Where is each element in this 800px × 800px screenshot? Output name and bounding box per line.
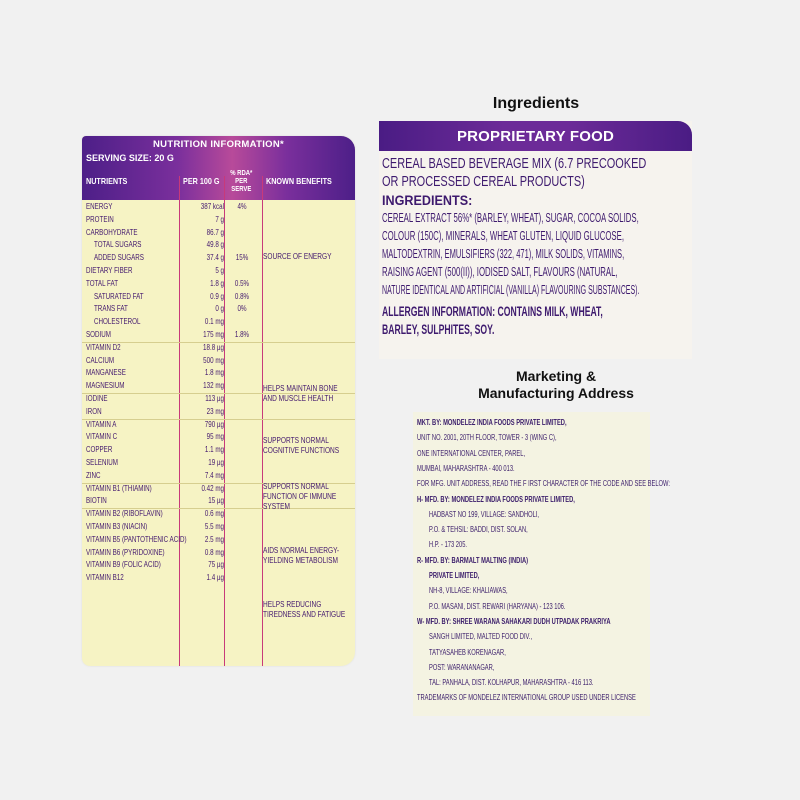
nutrient-value: 49.8 g <box>206 240 224 250</box>
nutrient-name: MAGNESIUM <box>86 381 125 391</box>
nutrient-value: 0.8 mg <box>204 547 224 557</box>
nutrient-row <box>82 522 355 534</box>
ingredients-heading: INGREDIENTS: <box>382 192 473 208</box>
nutrient-name: VITAMIN B3 (NIACIN) <box>86 522 148 531</box>
ingredients-line: RAISING AGENT (500(II)), IODISED SALT, FLAVOURS (NATURAL, <box>382 264 618 279</box>
nutrient-name: PROTEIN <box>86 214 114 224</box>
address-line: R- MFD. BY: BARMALT MALTING (INDIA) <box>417 555 529 565</box>
nutrient-row <box>82 420 355 432</box>
nutrient-name: VITAMIN C <box>86 432 118 442</box>
nutrient-value: 790 µg <box>204 419 224 429</box>
nutrient-name: CHOLESTEROL <box>94 317 141 327</box>
nutrient-rda: 0% <box>237 304 247 314</box>
nutrient-value: 132 mg <box>203 381 224 391</box>
col-header-nutrients: NUTRIENTS <box>86 176 128 186</box>
col-header-per100: PER 100 G <box>183 176 220 186</box>
nutrient-value: 0.42 mg <box>201 483 224 493</box>
nutrient-value: 2.5 mg <box>204 534 224 544</box>
nutrient-rda: 0.8% <box>234 291 250 301</box>
nutrient-name: SODIUM <box>86 330 111 339</box>
nutrient-name: IRON <box>86 406 102 416</box>
nutrient-value: 18.8 µg <box>203 342 224 352</box>
benefit-energy: SOURCE OF ENERGY <box>263 252 332 261</box>
nutrient-row <box>82 343 355 355</box>
nutrient-name: COPPER <box>86 445 113 455</box>
nutrient-name: ENERGY <box>86 202 113 211</box>
nutrient-name: VITAMIN B12 <box>86 573 124 583</box>
nutrient-value: 7.4 mg <box>204 470 224 480</box>
nutrition-title: NUTRITION INFORMATION* <box>153 139 284 150</box>
nutrient-value: 0.9 g <box>210 291 224 301</box>
group-divider <box>82 342 355 343</box>
nutrient-row <box>82 240 355 252</box>
nutrient-name: DIETARY FIBER <box>86 266 133 275</box>
nutrient-name: BIOTIN <box>86 496 107 506</box>
nutrient-row <box>82 202 355 214</box>
product-description: CEREAL BASED BEVERAGE MIX (6.7 PRECOOKED <box>382 155 647 172</box>
nutrient-value: 19 µg <box>208 458 224 467</box>
nutrient-row <box>82 368 355 380</box>
address-line: UNIT NO. 2001, 20TH FLOOR, TOWER - 3 (WING C), <box>417 433 557 443</box>
nutrient-value: 0.1 mg <box>204 317 224 327</box>
benefit-immune: SUPPORTS NORMAL FUNCTION OF IMMUNE SYSTEM <box>263 482 337 511</box>
address-line: TATYASAHEB KORENAGAR, <box>429 647 506 657</box>
nutrient-rda: 15% <box>235 253 249 263</box>
nutrient-name: TRANS FAT <box>94 304 128 314</box>
nutrient-name: ZINC <box>86 470 101 480</box>
nutrient-rda: 0.5% <box>234 278 250 288</box>
nutrient-value: 0 g <box>215 304 224 314</box>
nutrient-row <box>82 266 355 278</box>
nutrient-value: 387 kcal <box>200 202 224 211</box>
group-divider <box>82 419 355 420</box>
ingredients-line: CEREAL EXTRACT 56%* (BARLEY, WHEAT), SUGAR, COCOA SOLIDS, <box>382 210 639 225</box>
nutrient-name: TOTAL FAT <box>86 278 119 288</box>
nutrient-name: VITAMIN B1 (THIAMIN) <box>86 483 152 493</box>
nutrient-value: 95 mg <box>206 432 224 442</box>
nutrient-name: MANGANESE <box>86 368 126 378</box>
benefit-fatigue: HELPS REDUCING TIREDNESS AND FATIGUE <box>263 600 346 619</box>
nutrient-row <box>82 535 355 547</box>
nutrient-value: 23 mg <box>206 406 224 416</box>
allergen-info: BARLEY, SULPHITES, SOY. <box>382 322 495 337</box>
nutrient-value: 7 g <box>215 214 224 224</box>
nutrient-value: 86.7 g <box>206 227 224 237</box>
address-line: W- MFD. BY: SHREE WARANA SAHAKARI DUDH UTPADAK PRAKRIYA <box>417 616 611 626</box>
nutrient-name: VITAMIN B5 (PANTOTHENIC ACID) <box>86 534 187 544</box>
nutrient-name: VITAMIN B9 (FOLIC ACID) <box>86 560 161 570</box>
address-line: TAL: PANHALA, DIST. KOLHAPUR, MAHARASHTRA - 416 113. <box>429 678 594 688</box>
nutrient-row <box>82 330 355 342</box>
nutrient-name: IODINE <box>86 394 108 403</box>
ingredients-line: MALTODEXTRIN, EMULSIFIERS (322, 471), MILK SOLIDS, VITAMINS, <box>382 246 625 261</box>
nutrient-row <box>82 407 355 419</box>
nutrient-row <box>82 215 355 227</box>
address-line: MUMBAI, MAHARASHTRA - 400 013. <box>417 463 515 473</box>
address-line: P.O. MASANI, DIST. REWARI (HARYANA) - 123 106. <box>429 601 566 611</box>
address-line: P.O. & TEHSIL: BADDI, DIST. SOLAN, <box>429 525 528 535</box>
nutrient-row <box>82 228 355 240</box>
nutrient-name: ADDED SUGARS <box>94 253 144 263</box>
nutrient-row <box>82 471 355 483</box>
nutrient-value: 37.4 g <box>206 253 224 263</box>
address-line: H.P. - 173 205. <box>429 540 468 550</box>
nutrient-value: 0.6 mg <box>204 509 224 519</box>
ingredients-panel <box>379 121 692 359</box>
product-description: OR PROCESSED CEREAL PRODUCTS) <box>382 173 585 190</box>
address-line: TRADEMARKS OF MONDELEZ INTERNATIONAL GROUP USED UNDER LICENSE <box>417 693 636 703</box>
nutrient-name: CARBOHYDRATE <box>86 227 138 237</box>
nutrient-value: 1.1 mg <box>204 445 224 455</box>
nutrient-name: VITAMIN D2 <box>86 342 121 352</box>
nutrient-rda: 1.8% <box>234 330 250 339</box>
nutrient-name: CALCIUM <box>86 355 115 365</box>
nutrient-row <box>82 356 355 368</box>
ingredients-title: Ingredients <box>492 95 580 112</box>
address-line: H- MFD. BY: MONDELEZ INDIA FOODS PRIVATE LIMITED, <box>417 494 575 504</box>
proprietary-banner-text: PROPRIETARY FOOD <box>456 128 615 145</box>
nutrient-row <box>82 573 355 585</box>
nutrient-value: 175 mg <box>203 330 224 339</box>
nutrient-value: 15 µg <box>208 496 224 506</box>
address-line: SANGH LIMITED, MALTED FOOD DIV., <box>429 632 533 642</box>
nutrient-rda: 4% <box>237 202 247 211</box>
address-line: PRIVATE LIMITED, <box>429 571 480 580</box>
address-panel <box>413 412 670 716</box>
nutrient-value: 113 µg <box>205 394 224 403</box>
nutrient-value: 1.8 mg <box>204 368 224 378</box>
address-line: MKT. BY: MONDELEZ INDIA FOODS PRIVATE LIMITED, <box>417 418 567 427</box>
nutrient-row <box>82 317 355 329</box>
nutrient-name: VITAMIN B6 (PYRIDOXINE) <box>86 547 165 557</box>
benefit-metabolism: AIDS NORMAL ENERGY- YIELDING METABOLISM <box>263 546 340 565</box>
allergen-info: ALLERGEN INFORMATION: CONTAINS MILK, WHEAT, <box>382 304 603 319</box>
address-line: ONE INTERNATIONAL CENTER, PAREL, <box>417 448 526 458</box>
address-line: HADBAST NO 199, VILLAGE: SANDHOLI, <box>429 509 540 519</box>
nutrient-name: VITAMIN B2 (RIBOFLAVIN) <box>86 509 163 519</box>
address-line: NH-8, VILLAGE: KHALIAWAS, <box>429 586 508 596</box>
benefit-cognitive: SUPPORTS NORMAL COGNITIVE FUNCTIONS <box>263 436 340 455</box>
ingredients-line: COLOUR (150C), MINERALS, WHEAT GLUTEN, LIQUID GLUCOSE, <box>382 228 624 243</box>
nutrient-value: 75 µg <box>208 560 224 570</box>
serving-size: SERVING SIZE: 20 G <box>86 153 174 163</box>
nutrient-value: 5 g <box>215 266 224 275</box>
col-header-benefits: KNOWN BENEFITS <box>266 176 332 186</box>
address-line: FOR MFG. UNIT ADDRESS, READ THE F IRST CHARACTER OF THE CODE AND SEE BELOW: <box>417 479 670 489</box>
nutrient-value: 5.5 mg <box>204 522 224 531</box>
nutrient-name: VITAMIN A <box>86 419 117 429</box>
nutrient-name: SELENIUM <box>86 458 118 467</box>
col-header-rda: % RDA* PER SERVE <box>230 170 253 193</box>
nutrient-row <box>82 279 355 291</box>
nutrient-row <box>82 304 355 316</box>
nutrient-name: SATURATED FAT <box>94 291 144 301</box>
benefit-bone: HELPS MAINTAIN BONE AND MUSCLE HEALTH <box>263 384 338 403</box>
ingredients-line: NATURE IDENTICAL AND ARTIFICIAL (VANILLA) FLAVOURING SUBSTANCES). <box>382 282 640 297</box>
nutrient-row <box>82 458 355 470</box>
nutrient-name: TOTAL SUGARS <box>94 240 142 250</box>
nutrient-value: 500 mg <box>203 355 224 365</box>
nutrient-value: 1.8 g <box>210 278 224 288</box>
nutrition-panel <box>82 136 355 666</box>
nutrient-row <box>82 292 355 304</box>
nutrient-value: 1.4 µg <box>206 573 224 583</box>
address-title: Marketing & Manufacturing Address <box>478 368 634 401</box>
address-line: POST: WARANANAGAR, <box>429 662 495 672</box>
